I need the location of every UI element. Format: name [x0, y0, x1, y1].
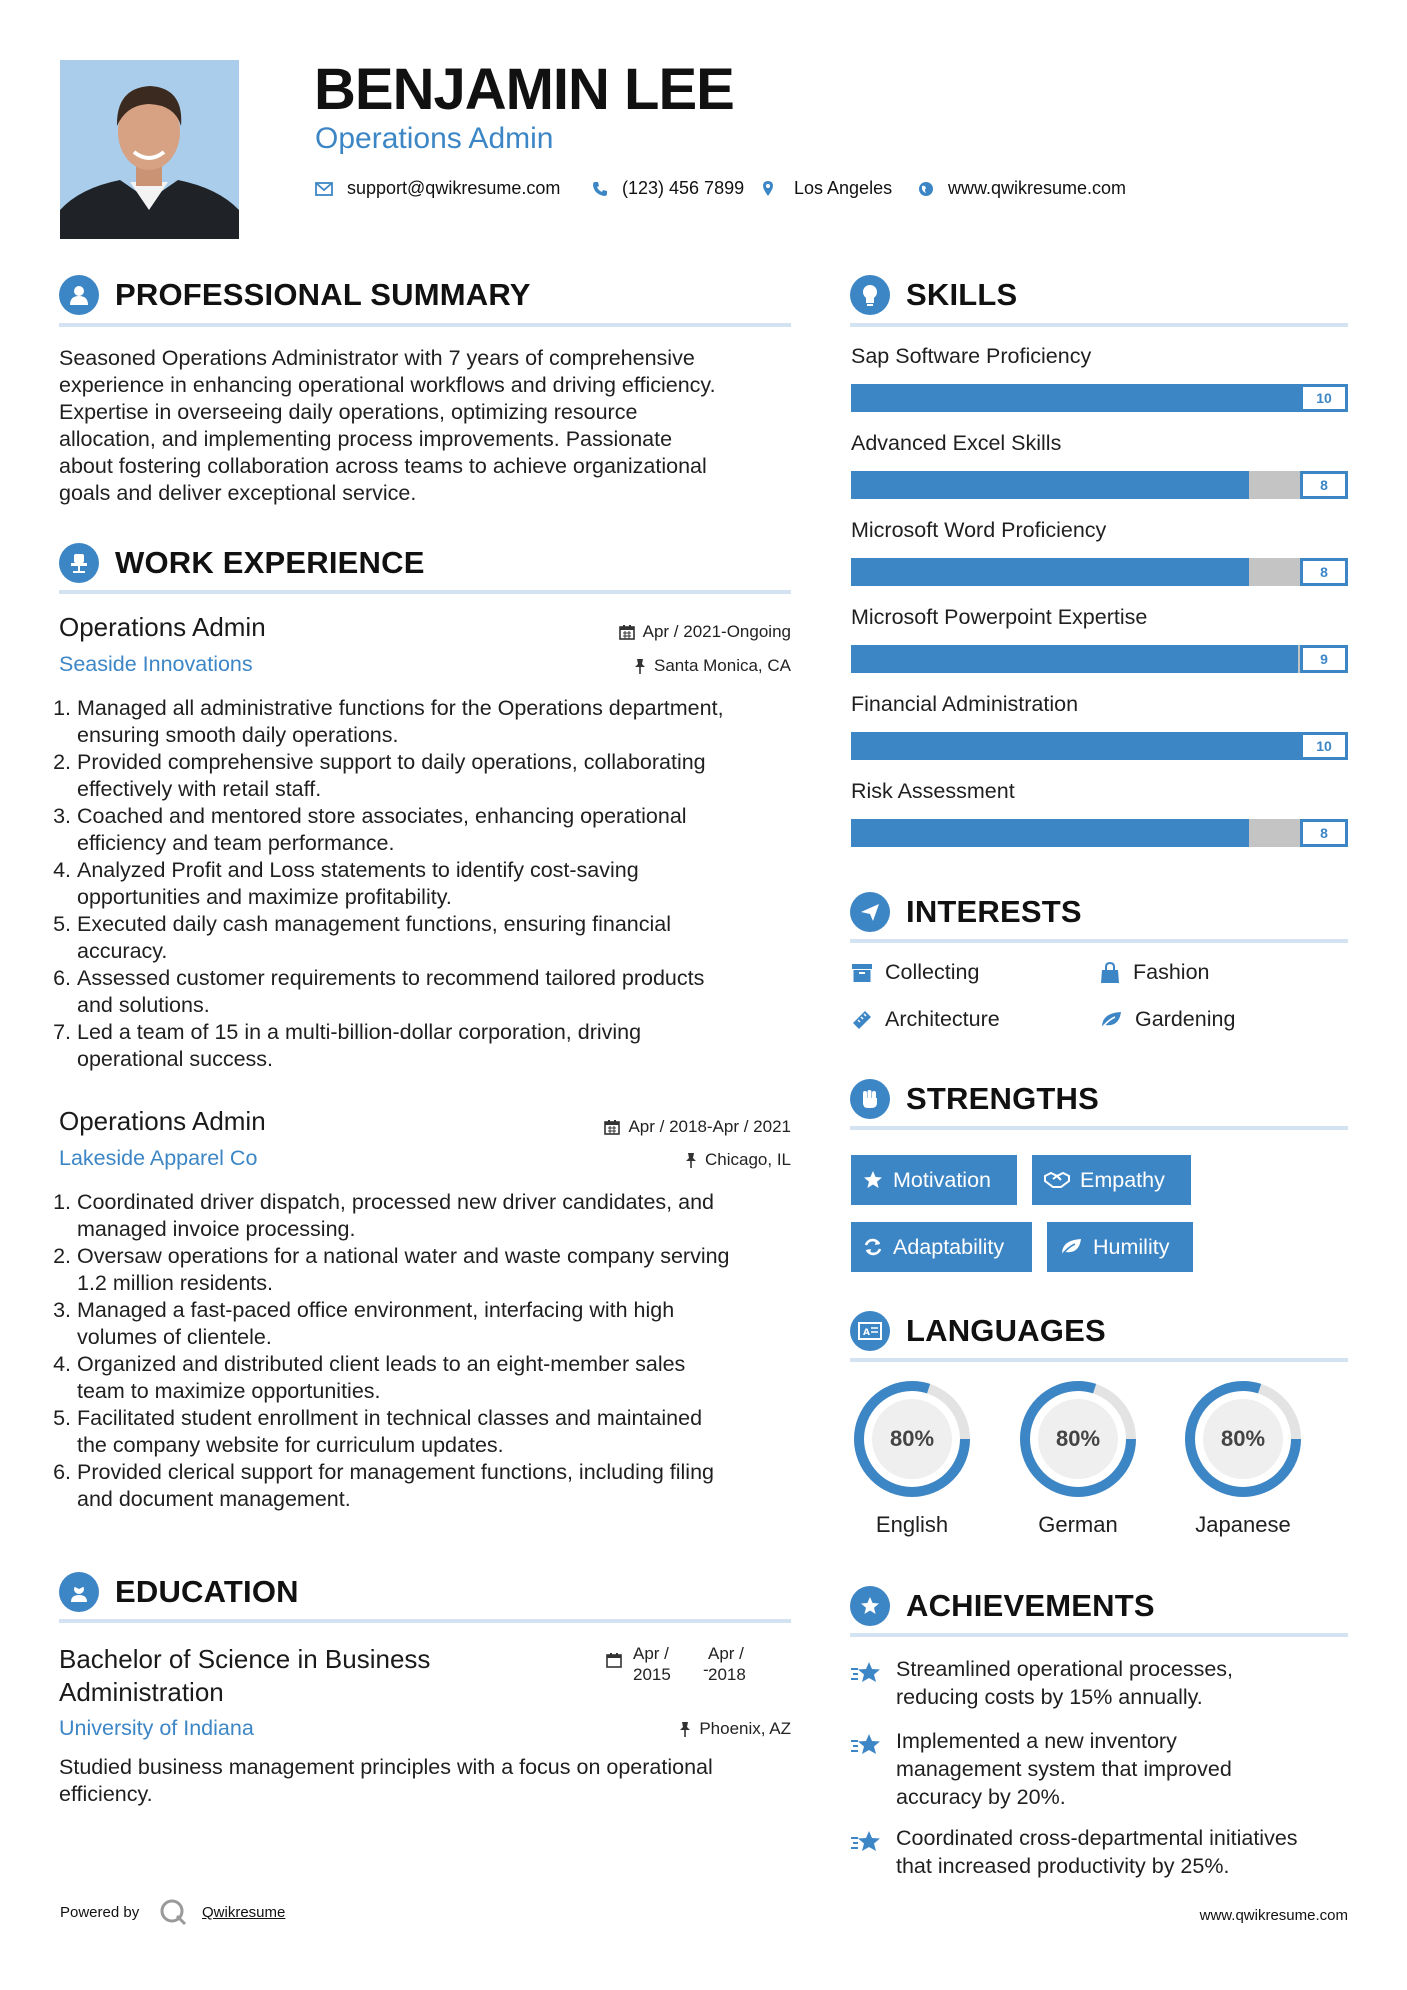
skills-section-header — [850, 275, 1017, 315]
skill-level-badge: 10 — [1300, 384, 1348, 412]
map-pin-icon — [762, 180, 774, 197]
location-text: Los Angeles — [794, 178, 893, 198]
strength-chip: Adaptability — [851, 1222, 1032, 1272]
paper-plane-icon — [850, 892, 890, 932]
contact-location — [762, 178, 892, 199]
contact-phone[interactable] — [592, 178, 744, 199]
envelope-icon — [315, 182, 333, 196]
skill-name: Microsoft Word Proficiency — [851, 518, 1107, 542]
duty-item: 7. Led a team of 15 in a multi-billion-dollar corporation, driving operational success. — [77, 1019, 817, 1073]
languages-list — [851, 1378, 1348, 1548]
achievement-star-icon — [850, 1660, 882, 1691]
footer-website[interactable]: www.qwikresume.com — [1199, 1907, 1348, 1924]
fist-icon — [850, 1079, 890, 1119]
refresh-icon — [863, 1237, 883, 1257]
school-name: University of Indiana — [59, 1716, 254, 1740]
skill-level-fill — [851, 819, 1249, 847]
achievement-item: Implemented a new inventory management system that improved accuracy by 20%. — [896, 1729, 1232, 1809]
skill-level-bar — [851, 471, 1348, 499]
job-title: Operations Admin — [59, 1106, 266, 1136]
achievements-heading: ACHIEVEMENTS — [906, 1588, 1155, 1623]
job-duties-list — [59, 1189, 817, 1513]
skill-name: Risk Assessment — [851, 779, 1015, 803]
summary-heading: PROFESSIONAL SUMMARY — [115, 277, 531, 312]
phone-icon — [592, 181, 608, 197]
job-date — [604, 1117, 791, 1137]
archive-icon — [851, 963, 873, 983]
achievement-star-icon — [850, 1829, 882, 1860]
interests-section-header — [850, 892, 1082, 932]
skill-name: Microsoft Powerpoint Expertise — [851, 605, 1148, 629]
calendar-icon — [606, 1652, 622, 1673]
skill-level-badge: 9 — [1300, 645, 1348, 673]
duty-item: 3. Coached and mentored store associates, enhancing operational efficiency and team performance. — [77, 803, 817, 857]
date-separator: - — [703, 1660, 709, 1679]
skill-item — [851, 692, 1348, 779]
duty-item: 1. Managed all administrative functions for the Operations department, ensuring smooth daily operations. — [77, 695, 817, 749]
job-location-text: Santa Monica, CA — [653, 656, 791, 675]
duty-item: 5. Executed daily cash management functions, ensuring financial accuracy. — [77, 911, 817, 965]
job-date-text: Apr / 2018-Apr / 2021 — [628, 1117, 791, 1136]
skill-name: Advanced Excel Skills — [851, 431, 1062, 455]
summary-line: Seasoned Operations Administrator with 7 years of comprehensive — [59, 346, 695, 370]
pushpin-icon — [679, 1721, 691, 1737]
job-date-text: Apr / 2021-Ongoing — [642, 622, 791, 641]
education-location-text: Phoenix, AZ — [699, 1719, 791, 1738]
skills-divider — [850, 323, 1348, 327]
language-progress-ring — [1182, 1378, 1304, 1500]
education-description: Studied business management principles with a focus on operational efficiency. — [59, 1755, 713, 1806]
pushpin-icon — [685, 1152, 697, 1168]
skill-item — [851, 518, 1348, 605]
summary-text — [59, 345, 799, 507]
achievements-divider — [850, 1633, 1348, 1637]
language-card-icon — [850, 1311, 890, 1351]
job-duties-list — [59, 695, 817, 1073]
degree-line: Bachelor of Science in Business — [59, 1644, 431, 1674]
skill-item — [851, 431, 1348, 518]
skill-item — [851, 779, 1348, 866]
skill-name: Financial Administration — [851, 692, 1079, 716]
medal-star-icon — [850, 1586, 890, 1626]
skill-level-badge: 8 — [1300, 471, 1348, 499]
candidate-name: BENJAMIN LEE — [314, 57, 734, 122]
summary-line: goals and deliver exceptional service. — [59, 481, 417, 505]
skill-level-fill — [851, 384, 1348, 412]
strengths-divider — [850, 1126, 1348, 1130]
strengths-heading: STRENGTHS — [906, 1081, 1099, 1116]
summary-line: allocation, and implementing process improvements. Passionate — [59, 427, 673, 451]
calendar-icon — [604, 1119, 620, 1135]
skill-level-badge: 10 — [1300, 732, 1348, 760]
job-location — [685, 1150, 791, 1170]
skill-level-bar — [851, 819, 1348, 847]
achievement-star-icon — [850, 1732, 882, 1763]
contact-website[interactable] — [918, 178, 1126, 199]
duty-item: 3. Managed a fast-paced office environment, interfacing with high volumes of clientele. — [77, 1297, 817, 1351]
strengths-section-header — [850, 1079, 1099, 1119]
office-chair-icon — [59, 543, 99, 583]
job-date — [619, 622, 791, 642]
duty-item: 4. Analyzed Profit and Loss statements to identify cost-saving opportunities and maximize profitability. — [77, 857, 817, 911]
education-heading: EDUCATION — [115, 1574, 299, 1609]
skills-heading: SKILLS — [906, 277, 1018, 312]
globe-icon — [918, 181, 934, 197]
candidate-title: Operations Admin — [315, 122, 554, 155]
job-title: Operations Admin — [59, 612, 266, 642]
leaf-icon — [1059, 1237, 1083, 1257]
powered-by-label: Powered by — [60, 1904, 140, 1921]
interests-heading: INTERESTS — [906, 894, 1082, 929]
degree-line: Administration — [59, 1677, 224, 1707]
duty-item: 1. Coordinated driver dispatch, processed new driver candidates, and managed invoice processing. — [77, 1189, 817, 1243]
shopping-bag-icon — [1099, 962, 1121, 984]
email-text: support@qwikresume.com — [347, 178, 561, 198]
leaf-icon — [1099, 1010, 1123, 1030]
user-icon — [59, 275, 99, 315]
summary-section-header — [59, 275, 531, 315]
interest-label: Collecting — [885, 960, 980, 984]
contact-email[interactable] — [315, 178, 560, 199]
achievements-section-header — [850, 1586, 1155, 1626]
calendar-icon — [619, 624, 635, 640]
skill-level-badge: 8 — [1300, 819, 1348, 847]
duty-item: 6. Provided clerical support for management functions, including filing and document management. — [77, 1459, 817, 1513]
strength-chip: Empathy — [1032, 1155, 1191, 1205]
interest-item — [1099, 960, 1210, 985]
duty-item: 2. Provided comprehensive support to daily operations, collaborating effectively with retail staff. — [77, 749, 817, 803]
achievement-item: Coordinated cross-departmental initiatives that increased productivity by 25%. — [896, 1826, 1298, 1878]
skill-level-fill — [851, 471, 1249, 499]
pushpin-icon — [634, 658, 646, 674]
skill-level-bar — [851, 645, 1348, 673]
qwikresume-logo-icon — [158, 1897, 188, 1932]
duty-item: 5. Facilitated student enrollment in technical classes and maintained the company website for curriculum updates. — [77, 1405, 817, 1459]
language-item — [1017, 1378, 1139, 1537]
duty-item: 2. Oversaw operations for a national water and waste company serving 1.2 million residents. — [77, 1243, 817, 1297]
experience-heading: WORK EXPERIENCE — [115, 545, 425, 580]
summary-divider — [59, 323, 791, 327]
interest-item — [851, 960, 979, 985]
languages-heading: LANGUAGES — [906, 1313, 1106, 1348]
website-text: www.qwikresume.com — [948, 178, 1127, 198]
ring-percent-label: 80% — [1055, 1426, 1101, 1451]
language-progress-ring — [851, 1378, 973, 1500]
job-location-text: Chicago, IL — [705, 1150, 791, 1169]
profile-photo — [60, 60, 239, 239]
skill-level-fill — [851, 732, 1348, 760]
achievement-item: Streamlined operational processes, reducing costs by 15% annually. — [896, 1657, 1234, 1709]
summary-line: Expertise in overseeing daily operations, optimizing resource — [59, 400, 638, 424]
company-name: Lakeside Apparel Co — [59, 1146, 258, 1170]
education-location — [679, 1719, 791, 1739]
qwikresume-link[interactable]: Qwikresume — [202, 1904, 286, 1921]
language-name: Japanese — [1195, 1512, 1291, 1537]
summary-line: experience in enhancing operational workflows and driving efficiency. — [59, 373, 716, 397]
languages-section-header — [850, 1311, 1106, 1351]
education-start-date: Apr / 2015 — [633, 1644, 671, 1684]
skill-level-bar — [851, 558, 1348, 586]
language-name: English — [875, 1512, 949, 1537]
star-icon — [863, 1170, 883, 1190]
skill-level-bar — [851, 732, 1348, 760]
interest-label: Architecture — [885, 1007, 1000, 1031]
education-divider — [59, 1619, 791, 1623]
ring-percent-label: 80% — [889, 1426, 935, 1451]
lightbulb-icon — [850, 275, 890, 315]
language-progress-ring — [1017, 1378, 1139, 1500]
duty-item: 6. Assessed customer requirements to recommend tailored products and solutions. — [77, 965, 817, 1019]
education-end-date: Apr / 2018 — [708, 1644, 746, 1684]
education-section-header — [59, 1572, 299, 1612]
skill-item — [851, 605, 1348, 692]
job-location — [634, 656, 791, 676]
svg-text:A: A — [863, 1328, 870, 1338]
skill-item — [851, 344, 1348, 431]
skill-level-bar — [851, 384, 1348, 412]
skill-name: Sap Software Proficiency — [851, 344, 1092, 368]
experience-section-header — [59, 543, 425, 583]
phone-text: (123) 456 7899 — [622, 178, 745, 198]
skill-level-badge: 8 — [1300, 558, 1348, 586]
company-name: Seaside Innovations — [59, 652, 253, 676]
strength-chip: Humility — [1047, 1222, 1193, 1272]
summary-line: about fostering collaboration across teams to achieve organizational — [59, 454, 707, 478]
ruler-pencil-icon — [851, 1009, 873, 1031]
experience-divider — [59, 590, 791, 594]
ring-percent-label: 80% — [1220, 1426, 1266, 1451]
languages-divider — [850, 1358, 1348, 1362]
interest-label: Fashion — [1133, 960, 1210, 984]
language-item — [1182, 1378, 1304, 1537]
handshake-icon — [1044, 1171, 1070, 1189]
language-item — [851, 1378, 973, 1537]
language-name: German — [1038, 1512, 1118, 1537]
skill-level-fill — [851, 558, 1249, 586]
graduate-icon — [59, 1572, 99, 1612]
degree-title — [59, 1643, 430, 1709]
duty-item: 4. Organized and distributed client leads to an eight-member sales team to maximize opportunities. — [77, 1351, 817, 1405]
strength-chip: Motivation — [851, 1155, 1017, 1205]
interest-label: Gardening — [1135, 1007, 1236, 1031]
interest-item — [1099, 1007, 1235, 1032]
skill-level-fill — [851, 645, 1298, 673]
interest-item — [851, 1007, 1000, 1032]
interests-divider — [850, 939, 1348, 943]
